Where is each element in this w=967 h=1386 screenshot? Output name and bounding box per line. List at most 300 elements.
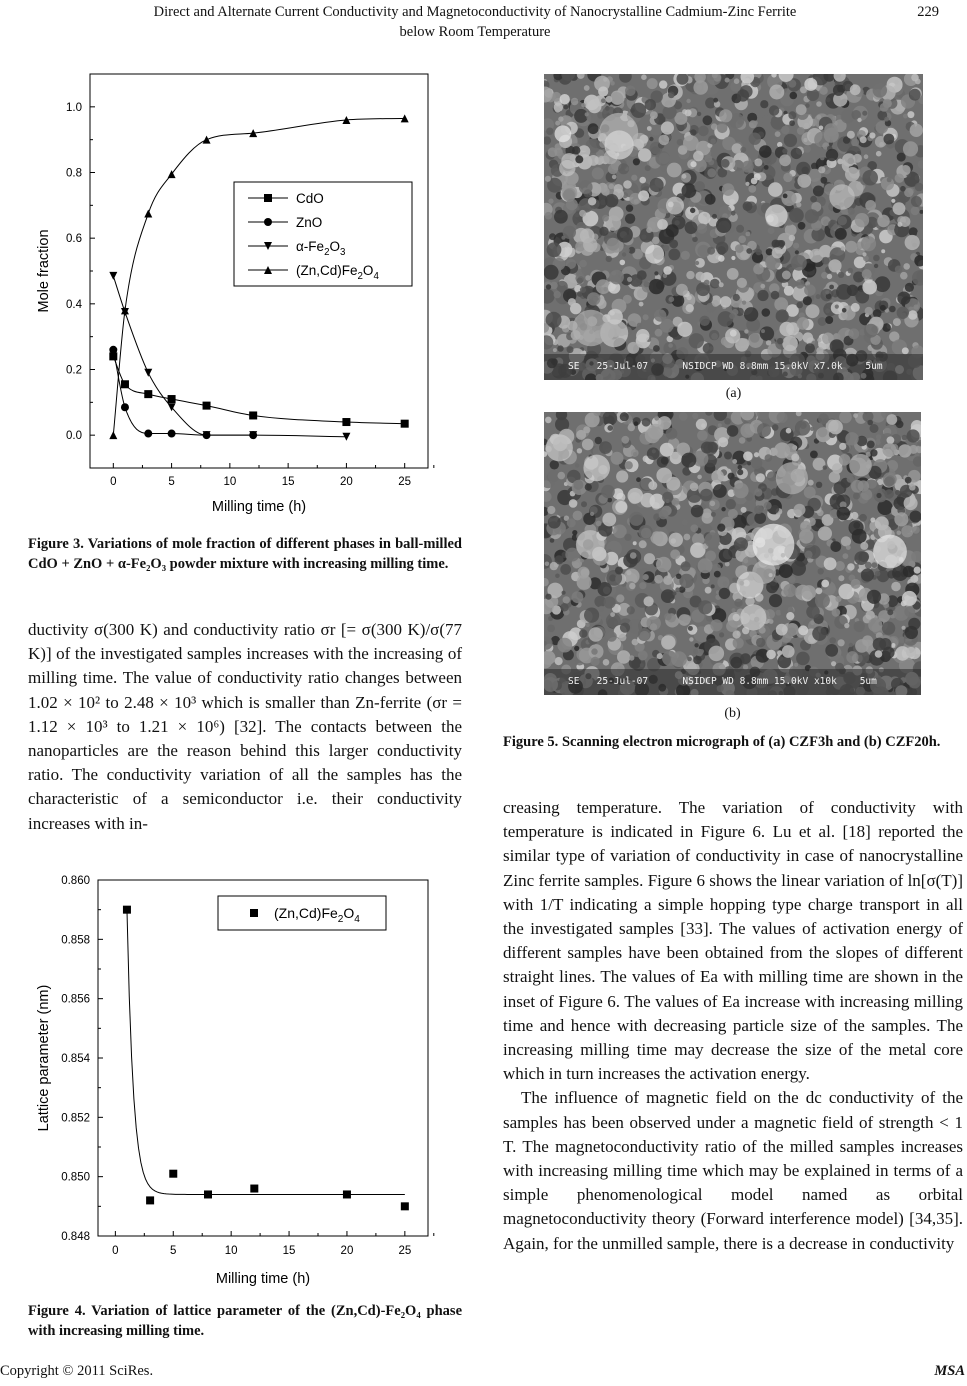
sem-grain (560, 603, 568, 611)
sem-grain (591, 657, 600, 666)
sem-grain (615, 567, 623, 575)
data-point (401, 420, 409, 428)
sem-grain (601, 98, 606, 103)
sem-grain (904, 606, 915, 617)
sem-label-b: (b) (724, 706, 741, 721)
sem-grain (864, 154, 869, 159)
sem-grain (626, 570, 631, 575)
sem-grain (882, 622, 895, 635)
sem-grain (910, 124, 923, 137)
data-point (249, 411, 257, 419)
sem-grain (718, 544, 723, 549)
sem-grain (654, 575, 663, 584)
sem-grain (901, 165, 911, 175)
sem-grain (630, 552, 637, 559)
sem-grain (865, 307, 873, 315)
sem-grain (804, 551, 812, 559)
sem-grain (864, 324, 878, 338)
sem-grain (902, 591, 917, 606)
sem-grain (833, 85, 844, 96)
sem-grain (716, 242, 728, 254)
sem-particle (765, 204, 788, 227)
sem-grain (901, 525, 913, 537)
sem-grain (797, 127, 805, 135)
sem-grain (638, 628, 651, 641)
data-point (109, 272, 117, 280)
sem-grain (726, 620, 738, 632)
sem-grain (638, 190, 649, 201)
sem-grain (582, 439, 594, 451)
sem-grain (644, 596, 654, 606)
sem-grain (835, 561, 845, 571)
sem-grain (810, 427, 814, 431)
sem-grain (656, 557, 671, 572)
sem-grain (816, 101, 822, 107)
sem-grain (797, 174, 811, 188)
sem-grain (631, 175, 637, 181)
sem-grain (914, 304, 919, 309)
sem-grain (785, 443, 797, 455)
data-point (121, 380, 129, 388)
sem-grain (803, 145, 810, 152)
sem-grain (602, 188, 610, 196)
sem-grain (639, 540, 647, 548)
sem-grain (894, 512, 908, 526)
sem-grain (884, 117, 889, 122)
sem-grain (698, 212, 711, 225)
sem-grain (692, 233, 696, 237)
sem-grain (633, 541, 637, 545)
sem-grain (859, 514, 867, 522)
sem-grain (584, 85, 590, 91)
sem-grain (845, 241, 857, 253)
sem-grain (561, 236, 565, 240)
sem-grain (673, 592, 677, 596)
sem-grain (838, 639, 845, 646)
sem-grain (577, 575, 592, 590)
sem-grain (882, 323, 891, 332)
sem-grain (704, 280, 710, 286)
sem-grain (657, 219, 668, 230)
sem-grain (817, 338, 821, 342)
sem-grain (838, 575, 844, 581)
sem-grain (803, 296, 812, 305)
sem-grain (669, 297, 675, 303)
sem-grain (886, 414, 897, 425)
sem-grain (606, 631, 616, 641)
sem-grain (757, 290, 768, 301)
legend-marker (250, 909, 258, 917)
sem-grain (650, 111, 658, 119)
sem-grain (693, 80, 708, 95)
x-tick-label: 10 (223, 476, 237, 488)
sem-grain (634, 421, 639, 426)
sem-grain (645, 428, 660, 443)
sem-grain (579, 210, 586, 217)
sem-grain (884, 134, 895, 145)
sem-grain (620, 623, 630, 633)
sem-grain (553, 348, 557, 352)
sem-grain (748, 185, 756, 193)
sem-grain (686, 99, 690, 103)
sem-grain (743, 451, 753, 461)
sem-grain (589, 627, 603, 641)
sem-grain (616, 594, 624, 602)
sem-grain (829, 285, 834, 290)
sem-grain (784, 134, 797, 147)
sem-grain (690, 129, 696, 135)
sem-grain (747, 461, 751, 465)
sem-grain (829, 471, 840, 482)
sem-grain (629, 655, 634, 660)
figure4-caption (28, 1301, 462, 1341)
sem-grain (602, 243, 607, 248)
sem-grain (607, 498, 612, 503)
sem-grain (648, 481, 657, 490)
sem-grain (667, 163, 682, 178)
sem-grain (572, 530, 577, 535)
sem-grain (819, 126, 823, 130)
sem-grain (897, 292, 910, 305)
sem-grain (796, 162, 810, 176)
sem-grain (690, 208, 695, 213)
sem-grain (914, 567, 921, 574)
sem-grain (702, 508, 712, 518)
x-tick-label: 0 (112, 1245, 119, 1257)
sem-grain (759, 145, 772, 158)
sem-grain (547, 625, 555, 633)
y-tick-label: 0.6 (66, 233, 82, 246)
sem-grain (804, 78, 817, 91)
sem-grain (787, 627, 796, 636)
sem-grain (782, 148, 787, 153)
sem-grain (754, 452, 759, 457)
sem-grain (558, 116, 563, 121)
sem-grain (915, 183, 923, 192)
sem-grain (798, 625, 808, 635)
sem-grain (756, 473, 765, 482)
sem-grain (629, 512, 643, 526)
sem-grain (588, 155, 599, 166)
sem-grain (564, 105, 569, 110)
sem-grain (567, 346, 574, 353)
sem-grain (666, 428, 678, 440)
sem-grain (604, 596, 616, 608)
sem-grain (713, 484, 727, 498)
sem-grain (729, 313, 735, 319)
sem-grain (837, 507, 850, 520)
sem-grain (581, 103, 586, 108)
sem-grain (676, 574, 681, 579)
sem-grain (638, 148, 651, 161)
sem-grain (794, 504, 806, 516)
sem-grain (550, 562, 558, 570)
sem-grain (783, 584, 796, 597)
sem-grain (746, 232, 751, 237)
sem-grain (790, 92, 798, 100)
sem-grain (818, 526, 832, 540)
sem-grain (690, 524, 698, 532)
sem-grain (867, 590, 881, 604)
sem-grain (808, 480, 814, 486)
sem-grain (796, 652, 810, 666)
sem-grain (769, 85, 784, 100)
sem-grain (725, 78, 730, 83)
sem-grain (733, 294, 740, 301)
sem-image-a (544, 74, 923, 380)
sem-grain (705, 532, 720, 547)
sem-grain (876, 151, 882, 157)
sem-grain (777, 142, 782, 147)
sem-grain (854, 551, 868, 565)
sem-grain (713, 98, 718, 103)
sem-grain (869, 132, 875, 138)
sem-grain (870, 518, 875, 523)
sem-grain (643, 281, 649, 287)
sem-grain (815, 593, 830, 608)
sem-grain (796, 202, 801, 207)
sem-particle (555, 125, 572, 142)
sem-grain (818, 413, 829, 424)
y-tick-label: 0.854 (61, 1053, 90, 1065)
sem-grain (663, 266, 672, 275)
series-curve (113, 356, 404, 423)
sem-grain (686, 304, 694, 312)
sem-grain (865, 200, 876, 211)
data-point (144, 430, 152, 438)
sem-grain (572, 591, 584, 603)
sem-grain (896, 420, 904, 428)
sem-grain (566, 199, 578, 211)
sem-grain (639, 525, 653, 539)
running-header (60, 2, 890, 42)
sem-grain (873, 255, 880, 262)
sem-grain (603, 659, 610, 666)
sem-grain (638, 650, 648, 660)
sem-grain (685, 221, 698, 234)
y-tick-label: 1.0 (66, 101, 82, 114)
right-paragraph-2: The influence of magnetic field on the dc conductivity of the samples has been observed under a magnetic field of strength < 1 T. The magnetoconductivity ratio of the milled samples increases with increasing milling time which may be explained in terms of a simple phenomenological model named as orbital magnetoconductivity theory (Forward interference model) [34,35]. Again, for the unmilled sample, there is a decrease in conductivity (503, 1088, 963, 1253)
sem-grain (854, 621, 865, 632)
sem-grain (654, 309, 666, 321)
sem-grain (875, 276, 891, 292)
sem-grain (895, 174, 904, 183)
sem-grain (668, 343, 673, 348)
sem-grain (617, 227, 633, 243)
sem-grain (737, 89, 749, 101)
sem-grain (568, 298, 576, 306)
sem-grain (577, 74, 585, 79)
sem-grain (810, 196, 817, 203)
x-tick-label: 15 (281, 476, 295, 488)
figure5-caption-text: Scanning electron micrograph of (a) CZF3h and (b) CZF20h. (561, 734, 941, 750)
sem-grain (867, 441, 875, 449)
sem-grain (731, 211, 736, 216)
sem-grain (906, 647, 916, 657)
sem-grain (848, 158, 855, 165)
figure4-chart (28, 870, 448, 1296)
sem-grain (848, 268, 854, 274)
sem-grain (783, 194, 788, 199)
sem-grain (579, 629, 587, 637)
sem-grain (774, 297, 788, 311)
sem-grain (911, 74, 919, 81)
series-curve (113, 350, 253, 435)
sem-grain (835, 305, 839, 309)
sem-grain (663, 245, 669, 251)
sem-grain (857, 118, 861, 122)
data-point (203, 136, 211, 144)
sem-grain (855, 639, 869, 653)
sem-grain (827, 274, 832, 279)
sem-grain (621, 436, 629, 444)
sem-grain (862, 269, 872, 279)
sem-grain (732, 578, 736, 582)
sem-grain (740, 147, 746, 153)
sem-grain (682, 520, 688, 526)
sem-grain (844, 623, 849, 628)
sem-grain (744, 307, 758, 321)
sem-grain (779, 154, 791, 166)
sem-grain (705, 194, 716, 205)
sem-grain (558, 472, 566, 480)
sem-grain (701, 442, 713, 454)
sem-grain (902, 435, 908, 441)
sem-grain (850, 84, 861, 95)
sem-grain (679, 574, 693, 588)
sem-grain (700, 316, 710, 326)
sem-grain (847, 131, 855, 139)
sem-grain (681, 251, 690, 260)
sem-grain (575, 213, 580, 218)
sem-grain (742, 161, 754, 173)
sem-grain (786, 428, 792, 434)
sem-grain (711, 123, 718, 130)
sem-grain (577, 278, 583, 284)
sem-grain (625, 86, 636, 97)
sem-grain (829, 637, 836, 644)
sem-label-a: (a) (725, 386, 742, 401)
sem-grain (816, 347, 823, 354)
sem-particle (546, 434, 573, 461)
x-tick-label: 5 (170, 1245, 177, 1257)
sem-grain (828, 420, 843, 435)
sem-grain (577, 448, 582, 453)
sem-grain (732, 608, 736, 612)
sem-grain (918, 160, 923, 168)
sem-grain (728, 509, 738, 519)
sem-grain (721, 159, 730, 168)
y-tick-label: 0.852 (61, 1112, 90, 1125)
sem-grain (661, 166, 666, 171)
left-column-text (28, 618, 462, 836)
sem-grain (567, 518, 576, 527)
sem-grain (732, 143, 743, 154)
sem-grain (605, 412, 610, 417)
sem-grain (661, 121, 674, 134)
sem-grain (895, 266, 903, 274)
sem-grain (735, 244, 744, 253)
footer-copyright: Copyright © 2011 SciRes. (0, 1363, 154, 1379)
sem-grain (868, 618, 882, 632)
sem-grain (800, 521, 811, 532)
sem-grain (845, 167, 860, 182)
sem-grain (761, 329, 765, 333)
sem-grain (821, 177, 828, 184)
legend-label: $(Zn,Cd)Fe_2O_4$ (274, 905, 360, 926)
sem-grain (832, 495, 837, 500)
sem-grain (610, 612, 615, 617)
sem-grain (620, 412, 629, 421)
sem-grain (668, 249, 680, 261)
data-point (109, 431, 117, 439)
sem-grain (698, 558, 713, 573)
sem-grain (822, 257, 830, 265)
sem-grain (870, 449, 877, 456)
sem-grain (721, 507, 725, 511)
sem-grain (903, 263, 910, 270)
y-axis-label: Lattice parameter (nm) (36, 984, 52, 1132)
sem-grain (724, 418, 731, 425)
sem-grain (832, 608, 841, 617)
sem-grain (639, 582, 646, 589)
sem-grain (599, 441, 612, 454)
sem-grain (727, 425, 739, 437)
sem-particle (605, 130, 634, 159)
sem-grain (545, 594, 551, 600)
sem-grain (791, 148, 802, 159)
sem-grain (902, 626, 906, 630)
sem-grain (710, 619, 722, 631)
sem-grain (588, 123, 599, 134)
figure3-caption (28, 534, 462, 574)
sem-grain (692, 237, 698, 243)
sem-grain (818, 166, 825, 173)
sem-grain (904, 496, 918, 510)
sem-grain (733, 637, 744, 648)
sem-grain (754, 512, 766, 524)
sem-particle (849, 454, 872, 477)
legend-marker (264, 194, 272, 202)
sem-grain (694, 643, 698, 647)
sem-grain (781, 126, 789, 134)
sem-particle (576, 530, 605, 559)
sem-grain (645, 99, 656, 110)
sem-texture-b (544, 412, 921, 695)
sem-grain (784, 286, 794, 296)
sem-grain (757, 412, 770, 420)
sem-grain (760, 326, 774, 340)
sem-grain (733, 614, 740, 621)
sem-grain (900, 272, 908, 280)
sem-grain (575, 463, 579, 467)
sem-grain (692, 413, 698, 419)
fit-curve (127, 910, 405, 1195)
data-point (250, 1185, 258, 1193)
figure3-chart (28, 70, 448, 522)
sem-grain (708, 135, 717, 144)
sem-grain (717, 123, 728, 134)
sem-grain (580, 287, 586, 293)
sem-grain (693, 151, 704, 162)
sem-particle (583, 455, 610, 482)
sem-grain (722, 183, 735, 196)
data-point (144, 210, 152, 218)
figure5-caption-label: Figure 5. (503, 734, 559, 750)
sem-grain (609, 270, 624, 285)
sem-grain (876, 434, 881, 439)
sem-grain (880, 103, 889, 112)
